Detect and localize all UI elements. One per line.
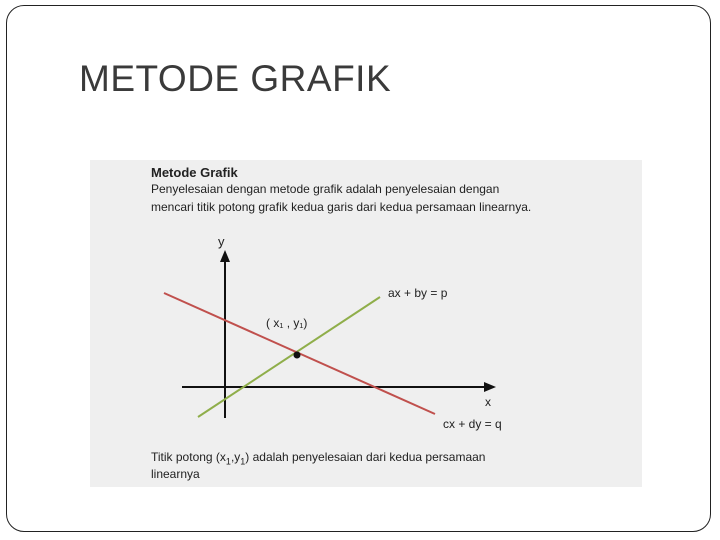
x-axis-label: x <box>485 395 491 409</box>
footer-subscript-y: 1 <box>240 456 246 467</box>
footer-subscript-x: 1 <box>225 456 231 467</box>
intersection-label: ( x₁ , y₁) <box>266 316 308 330</box>
slide-title: METODE GRAFIK <box>79 58 392 99</box>
figure-heading: Metode Grafik <box>151 165 238 180</box>
footer-text-before: Titik potong (x <box>151 450 226 464</box>
figure-description-line2: mencari titik potong grafik kedua garis dari kedua persamaan linearnya. <box>151 200 532 214</box>
x-axis-arrow <box>484 382 496 392</box>
figure-footer-line1 <box>151 450 485 466</box>
intersection-point <box>294 352 301 359</box>
graph-diagram <box>90 160 642 487</box>
figure-footer-line2: linearnya <box>151 467 200 481</box>
y-axis-arrow <box>220 250 230 262</box>
line2-label: cx + dy = q <box>443 417 502 431</box>
line1-label: ax + by = p <box>388 286 448 300</box>
footer-text-comma: ,y <box>230 450 241 464</box>
figure-panel <box>90 160 642 487</box>
figure-description-line1: Penyelesaian dengan metode grafik adalah penyelesaian dengan <box>151 182 500 196</box>
y-axis-label: y <box>218 234 225 249</box>
footer-text-after: ) adalah penyelesaian dari kedua persamaan <box>245 450 486 464</box>
